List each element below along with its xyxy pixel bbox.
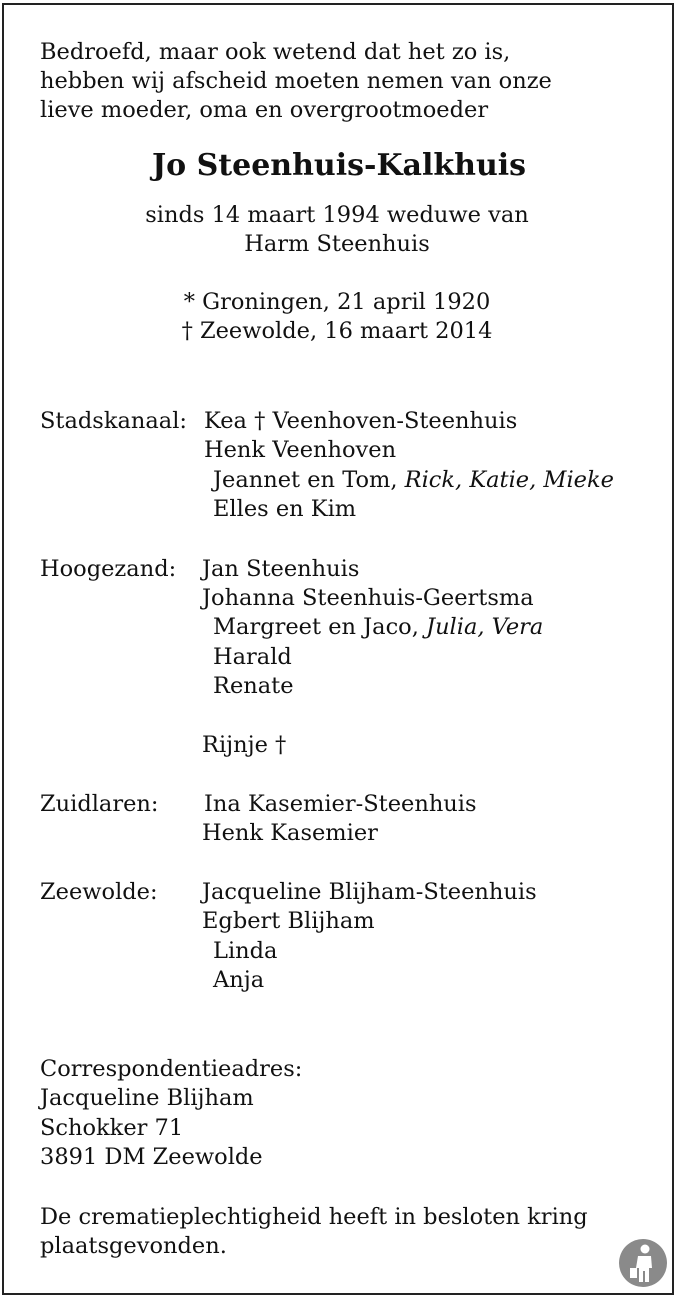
logo-child [630,1268,637,1278]
correspondence-name: Jacqueline Blijham [40,1085,254,1111]
family-line: Elles en Kim [213,496,357,522]
widow-of-line-1: sinds 14 maart 1994 weduwe van [145,202,529,228]
family-line: Jan Steenhuis [202,556,360,582]
place-hoogezand: Hoogezand: [40,556,177,582]
family-line: Jacqueline Blijham-Steenhuis [202,879,537,905]
intro-line-1: Bedroefd, maar ook wetend dat het zo is, [40,39,511,65]
family-line: Johanna Steenhuis-Geertsma [202,585,534,611]
correspondence-street: Schokker 71 [40,1115,184,1141]
death-line: † Zeewolde, 16 maart 2014 [181,318,493,344]
logo-head [641,1245,650,1254]
family-line-rijnje: Rijnje † [202,732,287,758]
family-line: Kea † Veenhoven-Steenhuis [204,408,518,434]
closing-line-1: De crematieplechtigheid heeft in besloten kring [40,1204,588,1230]
place-zuidlaren: Zuidlaren: [40,791,159,817]
memorial-logo-icon [618,1238,668,1288]
family-line: Henk Veenhoven [204,437,397,463]
family-line: Egbert Blijham [202,908,375,934]
family-line [213,613,543,642]
correspondence-city: 3891 DM Zeewolde [40,1144,263,1170]
family-line: Harald [213,644,292,670]
widow-of-line-2: Harm Steenhuis [244,231,430,257]
family-line [213,466,614,495]
deceased-name: Jo Steenhuis-Kalkhuis [151,148,527,183]
family-line: Ina Kasemier-Steenhuis [204,791,477,817]
birth-line: * Groningen, 21 april 1920 [183,289,491,315]
correspondence-label: Correspondentieadres: [40,1056,303,1082]
family-line: Henk Kasemier [202,820,378,846]
family-line: Renate [213,673,294,699]
family-line-plain: Margreet en Jaco, [213,614,427,640]
family-line-plain: Jeannet en Tom, [213,467,405,493]
closing-line-2: plaatsgevonden. [40,1233,227,1259]
family-line: Anja [213,967,265,993]
intro-line-3: lieve moeder, oma en overgrootmoeder [40,97,489,123]
place-zeewolde: Zeewolde: [40,879,158,905]
place-stadskanaal: Stadskanaal: [40,408,187,434]
intro-line-2: hebben wij afscheid moeten nemen van onze [40,68,552,94]
family-line: Linda [213,938,278,964]
grandchildren-italic: Rick, Katie, Mieke [404,467,614,493]
grandchildren-italic: Julia, Vera [426,614,544,640]
